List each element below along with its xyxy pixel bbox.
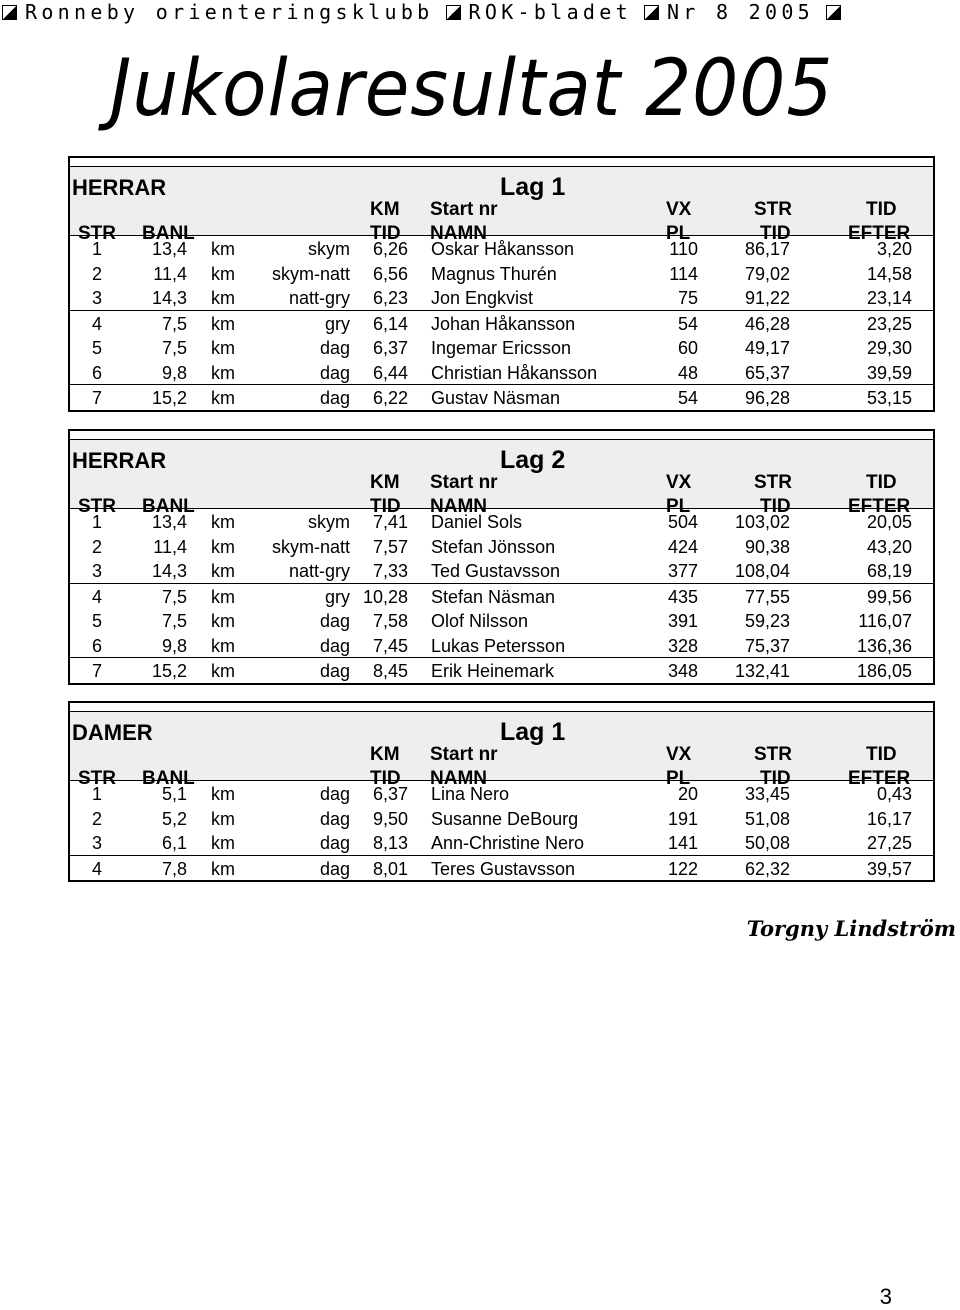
cell-km-tid: 7,45 — [372, 635, 408, 656]
cell-unit: km — [211, 239, 235, 259]
cell-name: Ingemar Ericsson — [431, 338, 572, 358]
table-header — [70, 712, 933, 789]
table-top-bar — [70, 703, 933, 712]
cell-banl: 7,5 — [161, 586, 187, 607]
cell-str: 1 — [92, 784, 103, 804]
cell-str-tid: 96,28 — [744, 388, 790, 408]
col-vx: VX — [666, 472, 692, 493]
table-row — [70, 806, 933, 831]
cell-vx-pl: 328 — [667, 635, 698, 656]
page-number: 3 — [879, 1284, 892, 1309]
cell-tid-efter: 20,05 — [866, 512, 912, 532]
table-row — [70, 608, 933, 633]
cell-time: dag — [319, 635, 350, 656]
cell-km-tid: 7,33 — [372, 561, 408, 581]
cell-unit: km — [211, 635, 235, 656]
col-vx: VX — [666, 199, 692, 220]
cell-banl: 14,3 — [151, 561, 187, 581]
cell-banl: 15,2 — [151, 661, 187, 681]
cell-unit: km — [211, 611, 235, 631]
cell-vx-pl: 54 — [677, 313, 698, 334]
cell-tid-efter: 16,17 — [866, 808, 912, 829]
issue-number: Nr 8 2005 — [666, 0, 815, 24]
cell-km-tid: 6,14 — [372, 313, 408, 334]
col-tid-top: TID — [866, 199, 897, 220]
cell-km-tid: 7,41 — [372, 512, 408, 532]
cell-name: Stefan Jönsson — [431, 536, 556, 557]
checkbox-square-icon — [644, 5, 659, 20]
cell-str-tid: 103,02 — [734, 512, 790, 532]
cell-unit: km — [211, 536, 235, 557]
table-top-bar — [70, 431, 933, 440]
cell-str: 5 — [92, 611, 103, 631]
cell-tid-efter: 186,05 — [856, 661, 912, 681]
cell-banl: 7,5 — [161, 338, 187, 358]
cell-str-tid: 59,23 — [744, 611, 790, 631]
cell-time: natt-gry — [288, 288, 350, 308]
cell-str-tid: 86,17 — [744, 239, 790, 259]
table-row — [70, 633, 933, 658]
col-str: STR — [78, 496, 116, 517]
col-efter: EFTER — [848, 496, 911, 517]
cell-tid-efter: 23,25 — [866, 313, 912, 334]
col-banl: BANL — [142, 496, 195, 517]
cell-name: Lukas Petersson — [431, 635, 566, 656]
cell-unit: km — [211, 388, 235, 408]
cell-vx-pl: 110 — [669, 239, 698, 259]
cell-time: skym — [308, 512, 350, 532]
col-str: STR — [78, 768, 116, 789]
cell-banl: 7,5 — [161, 313, 187, 334]
cell-vx-pl: 75 — [677, 288, 698, 308]
cell-name: Johan Håkansson — [431, 313, 576, 334]
cell-tid-efter: 43,20 — [866, 536, 912, 557]
table-row — [70, 657, 933, 683]
team-label: Lag 1 — [500, 718, 566, 746]
cell-banl: 5,2 — [161, 808, 187, 829]
cell-banl: 6,1 — [161, 833, 187, 853]
checkbox-square-icon — [446, 5, 461, 20]
col-str-tid: TID — [760, 496, 791, 517]
cell-time: skym — [308, 239, 350, 259]
col-str-tid: TID — [760, 768, 791, 789]
cell-str: 7 — [92, 661, 103, 681]
cell-banl: 13,4 — [151, 239, 187, 259]
table-row — [70, 285, 933, 310]
cell-str: 1 — [92, 512, 103, 532]
col-pl: PL — [666, 223, 691, 244]
cell-str-tid: 77,55 — [744, 586, 790, 607]
class-label: HERRAR — [72, 448, 167, 473]
cell-tid-efter: 0,43 — [876, 784, 912, 804]
cell-name: Daniel Sols — [431, 512, 523, 532]
col-str-tid: TID — [760, 223, 791, 244]
results-table — [68, 701, 935, 882]
table-row — [70, 830, 933, 855]
cell-time: dag — [319, 808, 350, 829]
cell-str: 4 — [92, 586, 103, 607]
table-row — [70, 261, 933, 286]
cell-tid-efter: 39,57 — [866, 858, 912, 879]
cell-vx-pl: 141 — [667, 833, 698, 853]
cell-str-tid: 49,17 — [744, 338, 790, 358]
cell-unit: km — [211, 313, 235, 334]
cell-time: dag — [319, 611, 350, 631]
cell-str-tid: 108,04 — [734, 561, 790, 581]
col-efter: EFTER — [848, 768, 911, 789]
cell-time: skym-natt — [271, 536, 350, 557]
club-name: Ronneby orienteringsklubb — [25, 0, 434, 24]
cell-tid-efter: 99,56 — [866, 586, 912, 607]
cell-str: 6 — [92, 362, 103, 383]
cell-vx-pl: 391 — [667, 611, 698, 631]
col-tid-top: TID — [866, 744, 897, 765]
table-row — [70, 855, 933, 881]
cell-str-tid: 79,02 — [744, 263, 790, 284]
cell-time: dag — [319, 784, 350, 804]
cell-tid-efter: 27,25 — [866, 833, 912, 853]
publication-name: ROK-bladet — [468, 0, 632, 24]
cell-tid-efter: 14,58 — [866, 263, 912, 284]
cell-vx-pl: 435 — [667, 586, 698, 607]
page-title: Jukolaresultat 2005 — [110, 44, 834, 134]
results-table — [68, 429, 935, 685]
table-row — [70, 558, 933, 583]
col-startnr: Start nr — [430, 744, 498, 765]
table-row — [70, 335, 933, 360]
col-namn: NAMN — [430, 496, 487, 517]
col-pl: PL — [666, 496, 691, 517]
col-km: KM — [370, 199, 400, 220]
cell-str: 7 — [92, 388, 103, 408]
cell-km-tid: 10,28 — [362, 586, 408, 607]
cell-banl: 14,3 — [151, 288, 187, 308]
cell-km-tid: 7,58 — [372, 611, 408, 631]
cell-str: 1 — [92, 239, 103, 259]
cell-str: 2 — [92, 536, 103, 557]
col-pl: PL — [666, 768, 691, 789]
cell-km-tid: 6,37 — [372, 784, 408, 804]
team-label: Lag 2 — [500, 446, 566, 474]
table-row — [70, 384, 933, 410]
cell-str-tid: 51,08 — [744, 808, 790, 829]
cell-banl: 11,4 — [153, 536, 187, 557]
cell-time: dag — [319, 833, 350, 853]
cell-banl: 7,8 — [161, 858, 187, 879]
cell-str: 5 — [92, 338, 103, 358]
cell-banl: 13,4 — [151, 512, 187, 532]
cell-time: dag — [319, 362, 350, 383]
cell-name: Magnus Thurén — [431, 263, 557, 284]
cell-time: gry — [324, 586, 350, 607]
class-label: DAMER — [72, 720, 153, 745]
cell-str-tid: 75,37 — [744, 635, 790, 656]
page-header — [0, 0, 960, 24]
cell-unit: km — [211, 858, 235, 879]
table-header — [70, 440, 933, 517]
table-row — [70, 781, 933, 806]
cell-km-tid: 9,50 — [372, 808, 408, 829]
cell-vx-pl: 54 — [677, 388, 698, 408]
col-vx: VX — [666, 744, 692, 765]
cell-name: Ted Gustavsson — [431, 561, 561, 581]
col-startnr: Start nr — [430, 199, 498, 220]
cell-banl: 11,4 — [153, 263, 187, 284]
cell-vx-pl: 114 — [669, 263, 698, 284]
cell-unit: km — [211, 362, 235, 383]
results-table — [68, 156, 935, 412]
cell-name: Susanne DeBourg — [431, 808, 579, 829]
cell-banl: 9,8 — [161, 635, 187, 656]
cell-time: dag — [319, 388, 350, 408]
col-namn: NAMN — [430, 223, 487, 244]
cell-str: 2 — [92, 808, 103, 829]
cell-km-tid: 7,57 — [372, 536, 408, 557]
cell-unit: km — [211, 784, 235, 804]
cell-time: dag — [319, 338, 350, 358]
checkbox-square-icon — [2, 5, 17, 20]
cell-unit: km — [211, 586, 235, 607]
cell-tid-efter: 29,30 — [866, 338, 912, 358]
table-row — [70, 509, 933, 534]
table-row — [70, 236, 933, 261]
cell-name: Olof Nilsson — [431, 611, 529, 631]
cell-time: natt-gry — [288, 561, 350, 581]
cell-tid-efter: 53,15 — [866, 388, 912, 408]
cell-name: Gustav Näsman — [431, 388, 561, 408]
author-signature: Torgny Lindström — [746, 916, 956, 941]
col-km: KM — [370, 744, 400, 765]
cell-km-tid: 8,01 — [372, 858, 408, 879]
team-label: Lag 1 — [500, 173, 566, 201]
cell-name: Ann-Christine Nero — [431, 833, 585, 853]
cell-time: dag — [319, 661, 350, 681]
cell-tid-efter: 23,14 — [866, 288, 912, 308]
cell-name: Oskar Håkansson — [431, 239, 575, 259]
cell-name: Erik Heinemark — [431, 661, 555, 681]
col-efter: EFTER — [848, 223, 911, 244]
cell-unit: km — [211, 288, 235, 308]
col-km-tid: TID — [370, 496, 401, 517]
cell-name: Jon Engkvist — [431, 288, 534, 308]
cell-vx-pl: 424 — [667, 536, 698, 557]
cell-km-tid: 8,45 — [372, 661, 408, 681]
col-banl: BANL — [142, 768, 195, 789]
cell-vx-pl: 191 — [667, 808, 698, 829]
cell-unit: km — [211, 561, 235, 581]
cell-str: 3 — [92, 288, 103, 308]
cell-vx-pl: 60 — [677, 338, 698, 358]
cell-unit: km — [211, 338, 235, 358]
cell-name: Christian Håkansson — [431, 362, 598, 383]
cell-str-tid: 90,38 — [744, 536, 790, 557]
cell-str: 6 — [92, 635, 103, 656]
cell-unit: km — [211, 808, 235, 829]
cell-km-tid: 6,22 — [372, 388, 408, 408]
cell-vx-pl: 122 — [667, 858, 698, 879]
cell-banl: 9,8 — [161, 362, 187, 383]
table-row — [70, 534, 933, 559]
cell-km-tid: 6,26 — [372, 239, 408, 259]
cell-str-tid: 50,08 — [744, 833, 790, 853]
cell-name: Lina Nero — [431, 784, 510, 804]
cell-vx-pl: 504 — [667, 512, 698, 532]
table-row — [70, 360, 933, 385]
col-str-top: STR — [754, 199, 792, 220]
cell-tid-efter: 116,07 — [858, 611, 912, 631]
class-label: HERRAR — [72, 175, 167, 200]
col-namn: NAMN — [430, 768, 487, 789]
cell-km-tid: 6,44 — [372, 362, 408, 383]
col-banl: BANL — [142, 223, 195, 244]
cell-unit: km — [211, 512, 235, 532]
col-startnr: Start nr — [430, 472, 498, 493]
cell-str-tid: 46,28 — [744, 313, 790, 334]
cell-vx-pl: 20 — [677, 784, 698, 804]
col-tid-top: TID — [866, 472, 897, 493]
cell-unit: km — [211, 661, 235, 681]
cell-str: 3 — [92, 833, 103, 853]
col-km-tid: TID — [370, 768, 401, 789]
cell-name: Stefan Näsman — [431, 586, 556, 607]
cell-str-tid: 62,32 — [744, 858, 790, 879]
cell-vx-pl: 377 — [667, 561, 698, 581]
cell-str: 4 — [92, 313, 103, 334]
cell-str-tid: 132,41 — [734, 661, 790, 681]
cell-vx-pl: 348 — [667, 661, 698, 681]
cell-tid-efter: 68,19 — [866, 561, 912, 581]
table-top-bar — [70, 158, 933, 167]
cell-unit: km — [211, 263, 235, 284]
cell-km-tid: 6,23 — [372, 288, 408, 308]
table-row — [70, 310, 933, 336]
cell-unit: km — [211, 833, 235, 853]
cell-banl: 15,2 — [151, 388, 187, 408]
cell-time: skym-natt — [271, 263, 350, 284]
cell-tid-efter: 39,59 — [866, 362, 912, 383]
checkbox-square-icon — [826, 5, 841, 20]
cell-vx-pl: 48 — [677, 362, 698, 383]
cell-str-tid: 33,45 — [744, 784, 790, 804]
cell-str-tid: 91,22 — [744, 288, 790, 308]
cell-km-tid: 8,13 — [372, 833, 408, 853]
col-str-top: STR — [754, 472, 792, 493]
col-str-top: STR — [754, 744, 792, 765]
col-km-tid: TID — [370, 223, 401, 244]
cell-str-tid: 65,37 — [744, 362, 790, 383]
col-km: KM — [370, 472, 400, 493]
cell-time: gry — [324, 313, 350, 334]
cell-km-tid: 6,56 — [372, 263, 408, 284]
cell-tid-efter: 136,36 — [856, 635, 912, 656]
cell-km-tid: 6,37 — [372, 338, 408, 358]
col-str: STR — [78, 223, 116, 244]
cell-time: dag — [319, 858, 350, 879]
cell-name: Teres Gustavsson — [431, 858, 576, 879]
cell-str: 2 — [92, 263, 103, 284]
cell-str: 4 — [92, 858, 103, 879]
table-row — [70, 583, 933, 609]
table-header — [70, 167, 933, 244]
cell-banl: 5,1 — [161, 784, 187, 804]
cell-banl: 7,5 — [161, 611, 187, 631]
cell-tid-efter: 3,20 — [876, 239, 912, 259]
cell-str: 3 — [92, 561, 103, 581]
